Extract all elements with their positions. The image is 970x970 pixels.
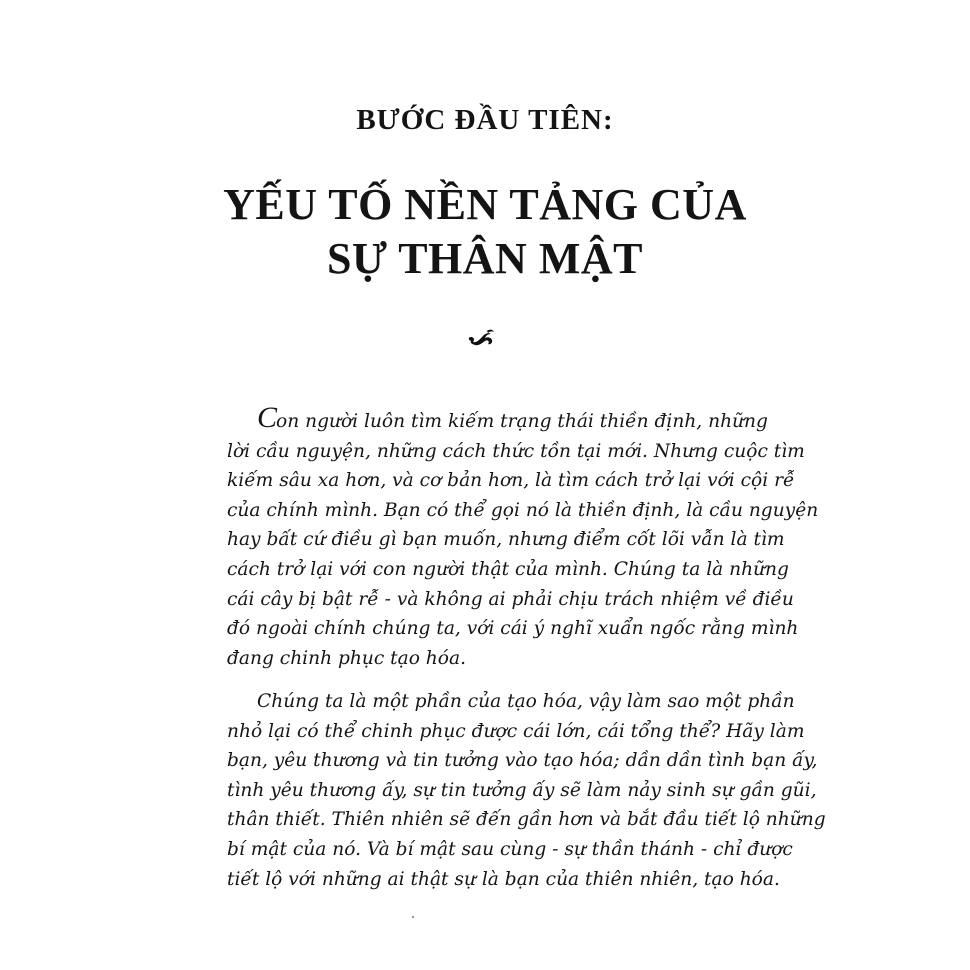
chapter-title-line-1: YẾU TỐ NỀN TẢNG CỦA	[223, 180, 747, 229]
paragraph-line: cái cây bị bật rễ - và không ai phải chịu trách nhiệm về điều	[227, 588, 794, 610]
step-label: BƯỚC ĐẦU TIÊN:	[356, 104, 614, 136]
drop-cap: C	[257, 401, 277, 434]
paragraph-line: đó ngoài chính chúng ta, với cái ý nghĩ xuẩn ngốc rằng mình	[227, 618, 799, 640]
paragraph-line: tình yêu thương ấy, sự tin tưởng ấy sẽ làm nảy sinh sự gần gũi,	[227, 779, 817, 801]
paragraph-line: nhỏ lại có thể chinh phục được cái lớn, cái tổng thể? Hãy làm	[227, 720, 805, 742]
chapter-title	[0, 178, 970, 286]
paragraph-line: kiếm sâu xa hơn, và cơ bản hơn, là tìm cách trở lại với cội rễ	[227, 470, 795, 492]
paragraph-line: bạn, yêu thương và tin tưởng vào tạo hóa; dần dần tình bạn ấy,	[227, 750, 818, 772]
paragraph-line: thân thiết. Thiên nhiên sẽ đến gần hơn và bắt đầu tiết lộ những	[227, 809, 826, 831]
paragraph-line: đang chinh phục tạo hóa.	[227, 647, 466, 669]
paragraph-line: hay bất cứ điều gì bạn muốn, nhưng điểm cốt lõi vẫn là tìm	[227, 529, 785, 551]
scan-speck	[412, 916, 414, 918]
paragraph-line: của chính mình. Bạn có thể gọi nó là thiền định, là cầu nguyện	[227, 499, 819, 521]
fleuron-ornament-icon	[465, 327, 499, 351]
paragraph-2	[227, 687, 826, 894]
paragraph-1	[227, 401, 819, 673]
paragraph-line: tiết lộ với những ai thật sự là bạn của thiên nhiên, tạo hóa.	[227, 868, 780, 890]
paragraph-line: Con người luôn tìm kiếm trạng thái thiền định, những	[257, 401, 768, 434]
paragraph-line: lời cầu nguyện, những cách thức tồn tại mới. Nhưng cuộc tìm	[227, 440, 805, 462]
paragraph-line: Chúng ta là một phần của tạo hóa, vậy làm sao một phần	[257, 691, 795, 712]
paragraph-line: bí mật của nó. Và bí mật sau cùng - sự thần thánh - chỉ được	[227, 838, 793, 860]
paragraph-line: cách trở lại với con người thật của mình. Chúng ta là những	[227, 558, 789, 580]
chapter-title-line-2: SỰ THÂN MẬT	[327, 234, 643, 283]
